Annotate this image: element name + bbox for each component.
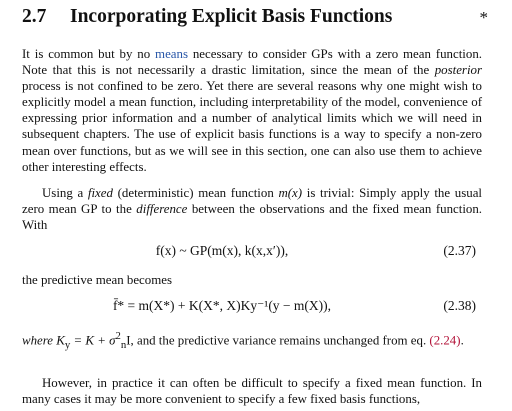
equation-2-37 <box>22 243 482 263</box>
paragraph-4: where $K_y = K + \sigma^2_nI$, and the predictive variance remains unchanged from eq. (2.24). <box>22 330 464 351</box>
equation-body: f(x) ~ GP(m(x), k(x,x′)), <box>155 243 289 258</box>
paragraph-2: Using a fixed (deterministic) mean function m(x) is trivial: Simply apply the usual zero mean GP to the difference between the observations and the fixed mean function. With <box>22 186 483 233</box>
inline-math: m(x) <box>278 186 303 200</box>
equation-reference-link[interactable]: (2.24) <box>429 333 461 348</box>
section-heading <box>22 6 492 32</box>
highlighted-word: means <box>155 47 188 61</box>
section-title: Incorporating Explicit Basis Functions <box>70 6 393 27</box>
paragraph-1: It is common but by no means necessary to consider GPs with a zero mean function. Note that this is not necessarily a drastic limitation, since the mean of the posterior process is not confined to be zero. Yet there are several reasons why one might wish to explicitly model a mean function, including interpretability of the model, convenience of expressing prior information and a number of analytical limits which we will need in subsequent chapters. The use of explicit basis functions is a way to specify a non-zero mean over functions, but as we will see in this section, one can also use them to achieve other interesting effects. <box>22 47 482 174</box>
equation-2-38 <box>22 298 482 318</box>
section-number: 2.7 <box>22 6 47 27</box>
equation-body: f̄* = m(X*) + K(X*, X)Ky⁻¹(y − m(X)), <box>112 298 332 313</box>
equation-number: (2.38) <box>443 298 476 313</box>
equation-number: (2.37) <box>443 243 476 258</box>
paragraph-3: the predictive mean becomes <box>22 273 172 287</box>
paragraph-5: However, in practice it can often be difficult to specify a fixed mean function. In many cases it may be more convenient to specify a few fixed basis functions, <box>22 376 482 407</box>
advanced-section-marker: * <box>479 8 488 27</box>
